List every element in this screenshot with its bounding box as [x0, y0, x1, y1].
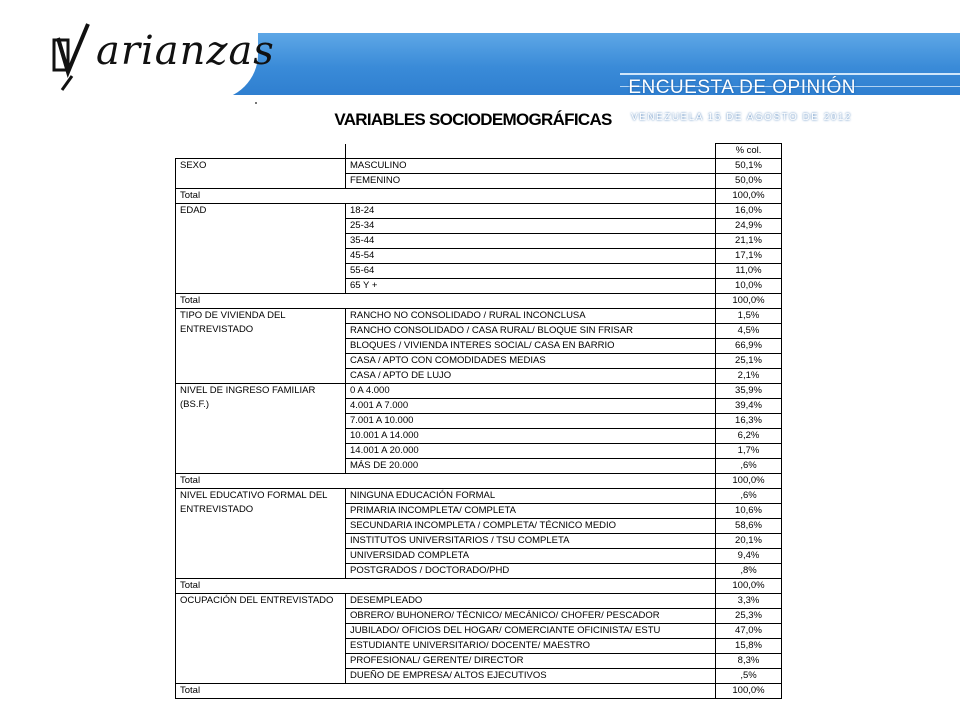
- total-value: 100,0%: [716, 294, 782, 309]
- percent-value: 25,3%: [716, 609, 782, 624]
- option-label: JUBILADO/ OFICIOS DEL HOGAR/ COMERCIANTE OFICINISTA/ ESTU: [346, 624, 716, 639]
- logo: [0, 0, 275, 100]
- percent-value: 20,1%: [716, 534, 782, 549]
- category-cell: TIPO DE VIVIENDA DEL ENTREVISTADO: [176, 309, 346, 384]
- option-label: PROFESIONAL/ GERENTE/ DIRECTOR: [346, 654, 716, 669]
- category-cell: NIVEL DE INGRESO FAMILIAR (BS.F.): [176, 384, 346, 474]
- percent-value: 21,1%: [716, 234, 782, 249]
- percent-value: ,6%: [716, 489, 782, 504]
- total-label: Total: [176, 474, 716, 489]
- category-cell: EDAD: [176, 204, 346, 294]
- percent-value: 66,9%: [716, 339, 782, 354]
- option-label: 18-24: [346, 204, 716, 219]
- option-label: 25-34: [346, 219, 716, 234]
- percent-value: 39,4%: [716, 399, 782, 414]
- category-cell: NIVEL EDUCATIVO FORMAL DEL ENTREVISTADO: [176, 489, 346, 579]
- category-cell: OCUPACIÓN DEL ENTREVISTADO: [176, 594, 346, 684]
- option-label: 35-44: [346, 234, 716, 249]
- table-header-row: [176, 144, 782, 159]
- percent-value: 50,0%: [716, 174, 782, 189]
- option-label: PRIMARIA INCOMPLETA/ COMPLETA: [346, 504, 716, 519]
- option-label: 4.001 A 7.000: [346, 399, 716, 414]
- header-blank: [176, 144, 346, 159]
- percent-value: 16,0%: [716, 204, 782, 219]
- percent-value: 6,2%: [716, 429, 782, 444]
- option-label: POSTGRADOS / DOCTORADO/PHD: [346, 564, 716, 579]
- survey-title: ENCUESTA DE OPINIÓN: [628, 77, 856, 98]
- total-value: 100,0%: [716, 474, 782, 489]
- percent-value: ,8%: [716, 564, 782, 579]
- total-label: Total: [176, 684, 716, 699]
- total-row: [176, 579, 782, 594]
- option-label: 65 Y +: [346, 279, 716, 294]
- option-label: FEMENINO: [346, 174, 716, 189]
- percent-value: 16,3%: [716, 414, 782, 429]
- percent-value: 10,6%: [716, 504, 782, 519]
- percent-value: 8,3%: [716, 654, 782, 669]
- option-label: RANCHO NO CONSOLIDADO / RURAL INCONCLUSA: [346, 309, 716, 324]
- header-blank: [346, 144, 716, 159]
- percent-value: 15,8%: [716, 639, 782, 654]
- option-label: CASA / APTO DE LUJO: [346, 369, 716, 384]
- option-label: 7.001 A 10.000: [346, 414, 716, 429]
- total-value: 100,0%: [716, 579, 782, 594]
- total-label: Total: [176, 189, 716, 204]
- table-row: [176, 384, 782, 399]
- percent-value: 4,5%: [716, 324, 782, 339]
- option-label: 45-54: [346, 249, 716, 264]
- table-row: [176, 159, 782, 174]
- total-row: [176, 294, 782, 309]
- option-label: 10.001 A 14.000: [346, 429, 716, 444]
- sociodemographic-table: [175, 143, 782, 699]
- percent-value: 25,1%: [716, 354, 782, 369]
- total-row: [176, 189, 782, 204]
- percent-value: 17,1%: [716, 249, 782, 264]
- column-header: % col.: [716, 144, 782, 159]
- percent-value: 1,7%: [716, 444, 782, 459]
- percent-value: 3,3%: [716, 594, 782, 609]
- category-cell: SEXO: [176, 159, 346, 189]
- table-row: [176, 309, 782, 324]
- total-label: Total: [176, 294, 716, 309]
- option-label: DUEÑO DE EMPRESA/ ALTOS EJECUTIVOS: [346, 669, 716, 684]
- option-label: NINGUNA EDUCACIÓN FORMAL: [346, 489, 716, 504]
- total-row: [176, 474, 782, 489]
- percent-value: ,6%: [716, 459, 782, 474]
- table-row: [176, 594, 782, 609]
- option-label: RANCHO CONSOLIDADO / CASA RURAL/ BLOQUE SIN FRISAR: [346, 324, 716, 339]
- table-row: [176, 204, 782, 219]
- option-label: OBRERO/ BUHONERO/ TÉCNICO/ MECÁNICO/ CHOFER/ PESCADOR: [346, 609, 716, 624]
- option-label: SECUNDARIA INCOMPLETA / COMPLETA/ TÉCNICO MEDIO: [346, 519, 716, 534]
- option-label: CASA / APTO CON COMODIDADES MEDIAS: [346, 354, 716, 369]
- total-value: 100,0%: [716, 189, 782, 204]
- total-value: 100,0%: [716, 684, 782, 699]
- percent-value: 50,1%: [716, 159, 782, 174]
- logo-text: arianzas: [96, 28, 275, 74]
- header-line: [620, 73, 960, 75]
- percent-value: 9,4%: [716, 549, 782, 564]
- option-label: INSTITUTOS UNIVERSITARIOS / TSU COMPLETA: [346, 534, 716, 549]
- survey-date: VENEZUELA 15 DE AGOSTO DE 2012: [630, 112, 852, 123]
- total-label: Total: [176, 579, 716, 594]
- option-label: 55-64: [346, 264, 716, 279]
- percent-value: 1,5%: [716, 309, 782, 324]
- percent-value: 24,9%: [716, 219, 782, 234]
- percent-value: 10,0%: [716, 279, 782, 294]
- total-row: [176, 684, 782, 699]
- page-title: VARIABLES SOCIODEMOGRÁFICAS: [334, 110, 612, 129]
- percent-value: 2,1%: [716, 369, 782, 384]
- option-label: ESTUDIANTE UNIVERSITARIO/ DOCENTE/ MAESTRO: [346, 639, 716, 654]
- option-label: MÁS DE 20.000: [346, 459, 716, 474]
- option-label: BLOQUES / VIVIENDA INTERES SOCIAL/ CASA EN BARRIO: [346, 339, 716, 354]
- percent-value: 11,0%: [716, 264, 782, 279]
- percent-value: 58,6%: [716, 519, 782, 534]
- option-label: DESEMPLEADO: [346, 594, 716, 609]
- table-row: [176, 489, 782, 504]
- percent-value: 35,9%: [716, 384, 782, 399]
- percent-value: 47,0%: [716, 624, 782, 639]
- option-label: UNIVERSIDAD COMPLETA: [346, 549, 716, 564]
- option-label: 14.001 A 20.000: [346, 444, 716, 459]
- decorative-dot: [255, 102, 257, 104]
- option-label: 0 A 4.000: [346, 384, 716, 399]
- logo-v-icon: [52, 20, 100, 92]
- option-label: MASCULINO: [346, 159, 716, 174]
- percent-value: ,5%: [716, 669, 782, 684]
